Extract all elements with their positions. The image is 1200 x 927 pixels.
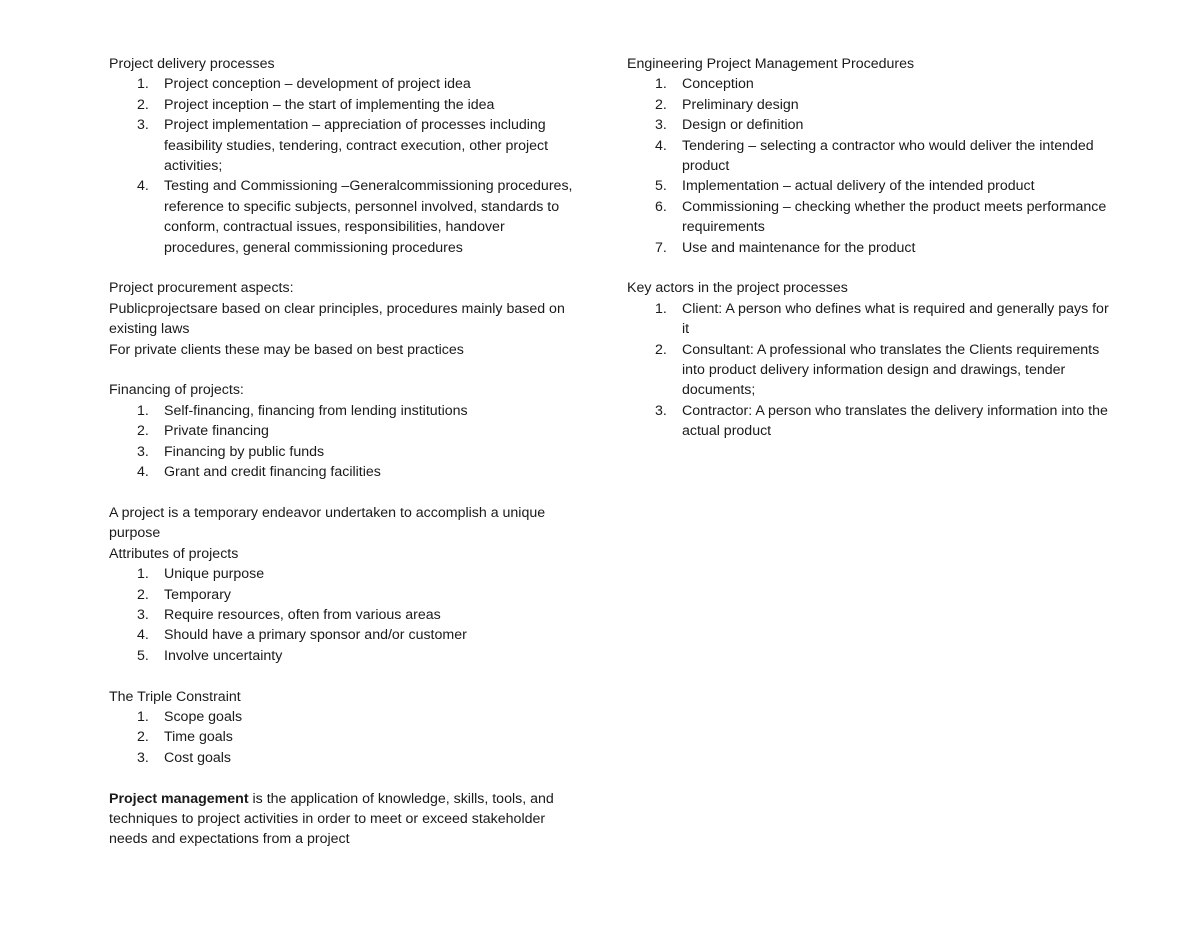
- list-item: 3. Require resources, often from various areas: [137, 606, 441, 623]
- list-item: 2. Time goals: [137, 729, 233, 746]
- list-item: 2. Temporary: [137, 586, 232, 603]
- procurement-public-text: Publicprojectsare based on clear principles, procedures mainly based on existing laws: [109, 300, 565, 338]
- project-management-term: Project management: [109, 790, 249, 807]
- list-item: 1. Client: A person who defines what is required and generally pays for it: [655, 300, 1109, 338]
- list-item: 2. Project inception – the start of implementing the idea: [137, 96, 495, 113]
- list-item: 5. Implementation – actual delivery of the intended product: [655, 178, 1035, 195]
- attributes-heading: Attributes of projects: [109, 545, 239, 562]
- right-column: [627, 54, 1117, 442]
- left-column: [109, 54, 579, 850]
- list-item: 4. Should have a primary sponsor and/or customer: [137, 627, 467, 644]
- list-item: 2. Preliminary design: [655, 96, 799, 113]
- list-item: 4. Grant and credit financing facilities: [137, 464, 381, 481]
- procurement-heading: Project procurement aspects:: [109, 280, 294, 297]
- list-item: 3. Contractor: A person who translates the delivery information into the actual product: [655, 402, 1108, 440]
- triple-constraint-heading: The Triple Constraint: [109, 688, 241, 705]
- list-item: 3. Financing by public funds: [137, 443, 325, 460]
- list-item: 1. Scope goals: [137, 708, 243, 725]
- list-item: 2. Private financing: [137, 423, 269, 440]
- delivery-list: [109, 74, 579, 258]
- procurement-private-text: For private clients these may be based on best practices: [109, 341, 464, 358]
- list-item: 5. Involve uncertainty: [137, 647, 283, 664]
- key-actors-heading: Key actors in the project processes: [627, 280, 848, 297]
- list-item: 6. Commissioning – checking whether the product meets performance requirements: [655, 198, 1107, 236]
- list-item: 1. Unique purpose: [137, 566, 265, 583]
- list-item: 3. Project implementation – appreciation of processes including feasibility studies, tendering, contract execution, other project activities;: [137, 117, 549, 175]
- list-item: 2. Consultant: A professional who translates the Clients requirements into product delivery information design and drawings, tender documents;: [655, 341, 1100, 399]
- delivery-heading: Project delivery processes: [109, 56, 275, 72]
- list-item: 3. Design or definition: [655, 117, 804, 134]
- list-item: 1. Self-financing, financing from lending institutions: [137, 402, 468, 419]
- procedures-heading: Engineering Project Management Procedures: [627, 56, 915, 72]
- procedures-list: [627, 74, 1117, 258]
- attributes-list: [109, 564, 579, 666]
- list-item: 4. Testing and Commissioning –Generalcommissioning procedures, reference to specific subjects, personnel involved, standards to conform, contractual issues, responsibilities, handover procedures, general commissioning procedures: [137, 178, 573, 256]
- project-definition: A project is a temporary endeavor undertaken to accomplish a unique purpose: [109, 504, 546, 542]
- financing-heading: Financing of projects:: [109, 382, 244, 399]
- project-management-definition: [109, 789, 579, 850]
- list-item: 1. Project conception – development of project idea: [137, 76, 471, 93]
- list-item: 3. Cost goals: [137, 749, 232, 766]
- financing-list: [109, 401, 579, 483]
- list-item: 4. Tendering – selecting a contractor who would deliver the intended product: [655, 137, 1094, 175]
- triple-constraint-list: [109, 707, 579, 768]
- list-item: 7. Use and maintenance for the product: [655, 239, 916, 256]
- list-item: 1. Conception: [655, 76, 754, 93]
- project-management-text: is the application of knowledge, skills, tools, and techniques to project activities in order to meet or exceed stakeholder needs and expectations from a project: [109, 790, 554, 848]
- key-actors-list: [627, 299, 1117, 442]
